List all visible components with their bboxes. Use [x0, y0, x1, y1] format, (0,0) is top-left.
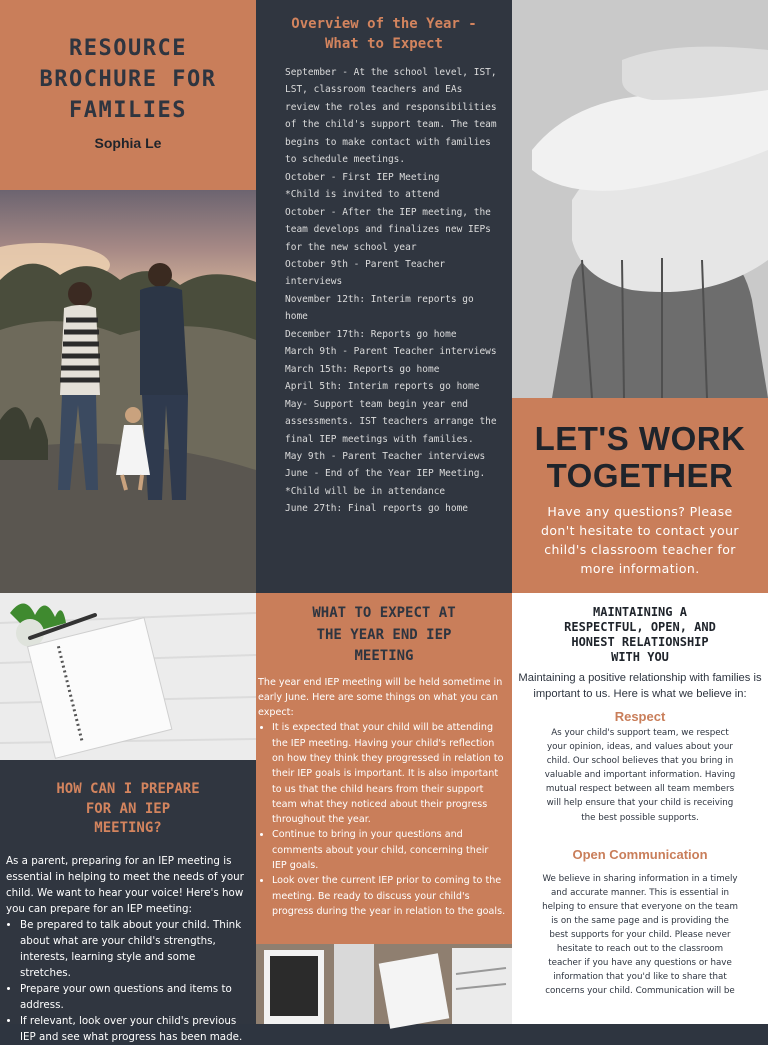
relationship-heading: MAINTAINING A RESPECTFUL, OPEN, AND HONEST RELATIONSHIP WITH YOU	[564, 605, 716, 664]
overview-item: June 27th: Final reports go home	[285, 503, 469, 515]
desk-illustration	[256, 944, 512, 1024]
hands-photo	[512, 0, 768, 398]
overview-heading: Overview of the Year - What to Expect	[291, 16, 477, 52]
expect-panel	[256, 593, 512, 944]
prepare-panel	[0, 760, 256, 1043]
overview-item: May- Support team begin year end assessments. IST teachers arrange the final IEP meetings with families.	[285, 398, 497, 445]
together-body: Have any questions? Please don't hesitate to contact your child's classroom teacher for more information.	[541, 504, 739, 576]
overview-item: November 12th: Interim reports go home	[285, 293, 474, 323]
notebook-illustration	[0, 593, 256, 760]
family-photo	[0, 190, 256, 593]
respect-body: As your child's support team, we respect your opinion, ideas, and values about your child. Our school believes that you bring in valuable and important information. Having mutual respect between all team members will help ensure that your child is receiving the best possible supports.	[544, 728, 736, 823]
together-heading: LET'S WORK TOGETHER	[534, 420, 746, 494]
overview-item: *Child will be in attendance	[285, 485, 446, 497]
prepare-item: • If relevant, look over your child's previous IEP and see what progress has been made.	[20, 1013, 248, 1045]
expect-item: • It is expected that your child will be attending the IEP meeting. Having your child's reflection on how they think they progressed in relation to their IEP goals is important. It is also important to us that the child hears from their support team what they noticed about their progress throughout the year.	[272, 720, 506, 827]
overview-item: April 5th: Interim reports go home	[285, 381, 480, 393]
notebook-photo	[0, 593, 256, 760]
prepare-item: • Prepare your own questions and items to address.	[20, 981, 248, 1013]
family-walking-illustration	[0, 190, 256, 593]
overview-panel	[256, 0, 512, 593]
respect-heading: Respect	[614, 709, 666, 724]
prepare-intro: As a parent, preparing for an IEP meeting is essential in helping to meet the needs of your child. We want to hear your voice! Here's how you can prepare for an IEP meeting:	[6, 854, 244, 915]
brochure-title: RESOURCE BROCHURE FOR FAMILIES	[39, 36, 217, 123]
open-communication-heading: Open Communication	[572, 846, 708, 862]
overview-item: December 17th: Reports go home	[285, 328, 457, 340]
relationship-panel	[512, 593, 768, 1024]
overview-list	[285, 64, 500, 518]
open-communication-body: We believe in sharing information in a timely and accurate manner. This is essential in helping to ensure that everyone on the team is on the same page and is providing the best supports for your child. Please never hesitate to reach out to the classroom teacher if you have any questions or have information that you'd like to share that concerns your child. Communication will be	[542, 873, 738, 997]
overview-item: October - First IEP Meeting	[285, 171, 440, 183]
overview-item: September - At the school level, IST, LST, classroom teachers and EAs review the roles and responsibilities of the child's support team. The team begins to make contact with families to schedule meetings.	[285, 67, 497, 166]
overview-item: March 9th - Parent Teacher interviews	[285, 346, 497, 358]
overview-item: May 9th - Parent Teacher interviews	[285, 450, 486, 462]
stacked-hands-illustration	[512, 0, 768, 398]
author-name: Sophia Le	[94, 135, 162, 151]
expect-list	[272, 720, 506, 919]
prepare-item: • Be prepared to talk about your child. Think about what are your child's strengths, interests, learning style and some stretches.	[20, 917, 248, 981]
prepare-list	[20, 917, 248, 1045]
desk-photo	[256, 944, 512, 1024]
expect-intro: The year end IEP meeting will be held sometime in early June. Here are some things on what you can expect:	[258, 676, 503, 719]
overview-item: *Child is invited to attend	[285, 189, 440, 201]
relationship-intro: Maintaining a positive relationship with families is important to us. Here is what we believe in:	[518, 672, 762, 700]
title-panel	[0, 0, 256, 190]
overview-item: June - End of the Year IEP Meeting.	[285, 468, 486, 480]
contact-panel	[512, 398, 768, 593]
overview-item: October 9th - Parent Teacher interviews	[285, 258, 446, 288]
expect-heading: WHAT TO EXPECT AT THE YEAR END IEP MEETING	[312, 605, 456, 664]
expect-item: • Continue to bring in your questions and comments about your child, concerning their IEP goals.	[272, 827, 506, 873]
prepare-heading: HOW CAN I PREPARE FOR AN IEP MEETING?	[56, 781, 200, 836]
overview-item: October - After the IEP meeting, the team develops and finalizes new IEPs for the new school year	[285, 206, 491, 253]
expect-item: • Look over the current IEP prior to coming to the meeting. Be ready to discuss your child's progress during the year in relation to the goals.	[272, 873, 506, 919]
overview-item: March 15th: Reports go home	[285, 363, 440, 375]
